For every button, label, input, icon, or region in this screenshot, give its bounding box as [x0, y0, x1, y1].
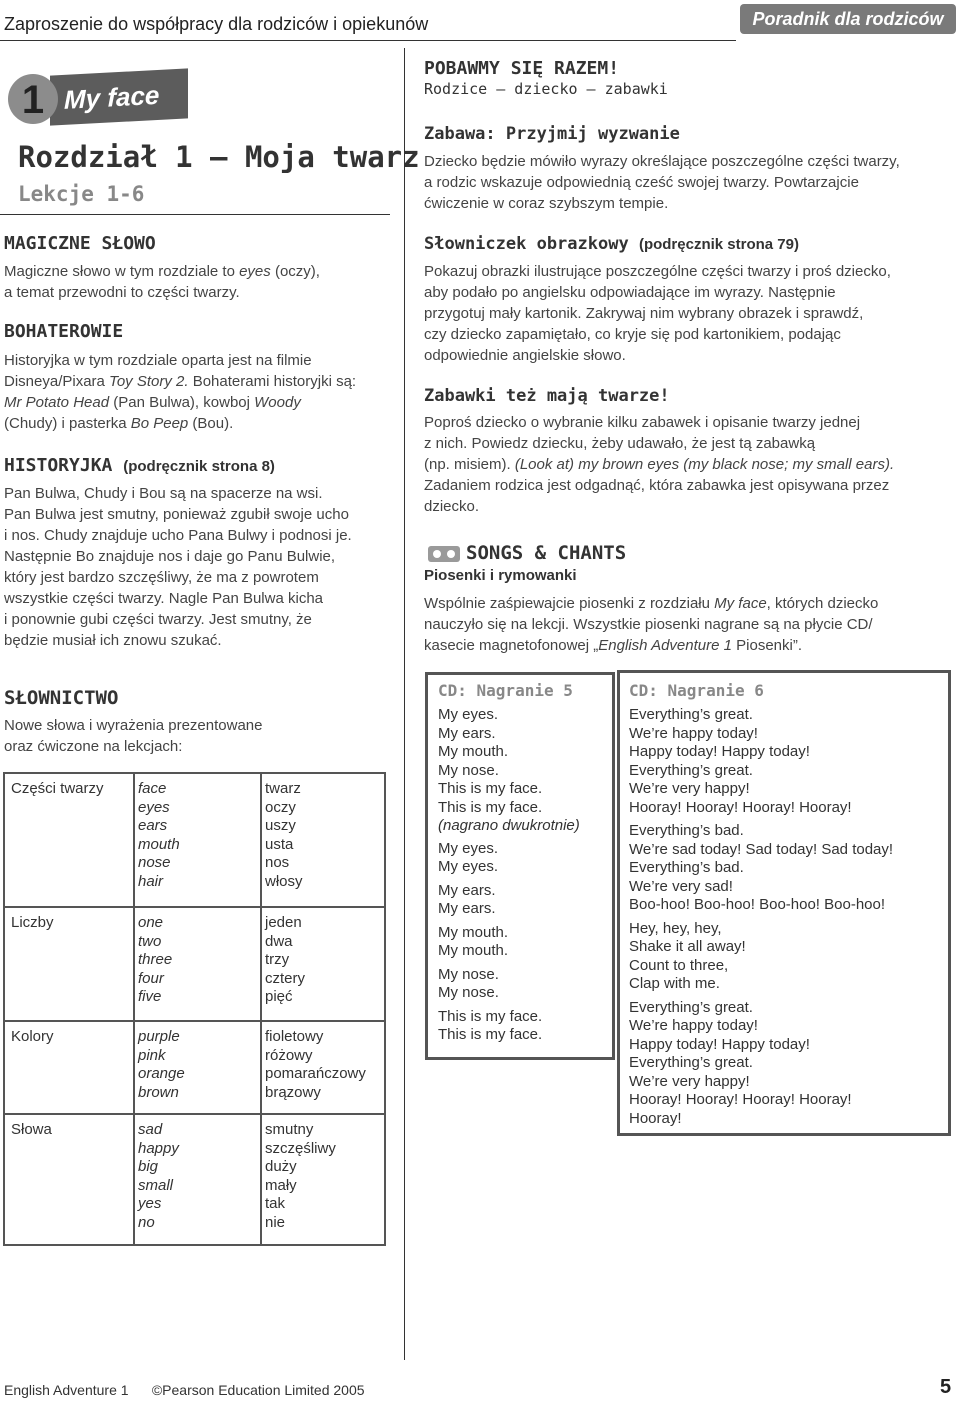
songs-heading: SONGS & CHANTS	[428, 542, 626, 564]
column-divider	[404, 48, 405, 1360]
heroes-heading: BOHATEROWIE	[4, 321, 124, 342]
chapter-title: Rozdział 1 – Moja twarz	[18, 140, 420, 174]
toys-heading: Zabawki też mają twarze!	[424, 386, 670, 406]
footer-text: English Adventure 1 ©Pearson Education Limited 2005	[4, 1382, 365, 1398]
vocab-english: one two three four five	[138, 914, 173, 1006]
vocab-intro: Nowe słowa i wyrażenia prezentowane oraz ćwiczone na lekcjach:	[4, 717, 263, 755]
cd-track-5-lyrics: My eyes. My ears. My mouth. My nose. This is my face. This is my face. (nagrano dwukrotnie) My eyes. My eyes. My ears. My ears. My mouth. My mouth. My nose. My nose. This is my face. This is my face.	[438, 706, 580, 1043]
vocab-english: face eyes ears mouth nose hair	[138, 780, 180, 890]
picture-dict-text: Pokazuj obrazki ilustrujące poszczególne części twarzy i proś dziecko, aby podało po angielsku odpowiadające im wyrazy. Następnie przygotuj mały kartonik. Zakrywaj nim wybrany obrazek i sprawdź, czy dziecko zapamiętało, co kryje się pod kartonikiem, podając odpowiednie angielskie słowo.	[424, 263, 891, 364]
vocab-row	[5, 774, 384, 908]
vocab-table	[3, 772, 386, 1246]
vocab-english: sad happy big small yes no	[138, 1121, 179, 1231]
vocab-row	[5, 1022, 384, 1115]
vocab-polish: jeden dwa trzy cztery pięć	[265, 914, 306, 1006]
title-rule	[0, 214, 390, 215]
page-header-title: Zaproszenie do współpracy dla rodziców i opiekunów	[4, 14, 429, 34]
cd-track-6-box	[617, 670, 951, 1136]
play-together-heading: POBAWMY SIĘ RAZEM!	[424, 58, 620, 79]
picture-dict-heading: Słowniczek obrazkowy (podręcznik strona 79)	[424, 234, 799, 254]
heroes-text: Historyjka w tym rozdziale oparta jest na filmie Disneya/Pixara Toy Story 2. Bohaterami historyjki są: Mr Potato Head (Pan Bulwa), kowboj Woody (Chudy) i pasterka Bo Peep (Bou).	[4, 352, 357, 432]
guide-badge: Poradnik dla rodziców	[740, 4, 956, 34]
chapter-subtitle: Lekcje 1-6	[18, 182, 145, 206]
cd-track-5-box	[425, 672, 615, 1060]
vocab-category: Słowa	[11, 1121, 52, 1138]
cd-track-6-lyrics: Everything’s great. We’re happy today! Happy today! Happy today! Everything’s great. We’re very happy! Hooray! Hooray! Hooray! Hooray! Everything’s bad. We’re sad today! Sad today! Sad today! Everything’s bad. We’re very sad! Boo-hoo! Boo-hoo! Boo-hoo! Boo-hoo! Hey, hey, hey, Shake it all away! Count to three, Clap with me. Everything’s great. We’re happy today! Happy today! Happy today! Everything’s great. We’re very happy! Hooray! Hooray! Hooray! Hooray! Hooray!	[629, 706, 894, 1127]
vocab-polish: smutny szczęśliwy duży mały tak nie	[265, 1121, 336, 1231]
play-together-subheading: Rodzice – dziecko – zabawki	[424, 80, 668, 98]
challenge-text: Dziecko będzie mówiło wyrazy określające poszczególne części twarzy, a rodzic wskazuje odpowiednią cześć swojej twarzy. Powtarzajcie ćwiczenie w coraz szybszym tempie.	[424, 153, 900, 212]
vocab-category: Liczby	[11, 914, 54, 931]
challenge-heading: Zabawa: Przyjmij wyzwanie	[424, 124, 680, 144]
story-text: Pan Bulwa, Chudy i Bou są na spacerze na wsi. Pan Bulwa jest smutny, ponieważ zgubił swoje ucho i nos. Chudy znajduje ucho Pana Bulwy i podnosi je. Następnie Bo znajduje nos i daje go Panu Bulwie, który jest bardzo szczęśliwy, że ma z powrotem wszystkie części twarzy. Nagle Pan Bulwa kicha i ponownie gubi części twarzy. Jest smutny, że będzie musiał ich znowu szukać.	[4, 485, 352, 649]
chapter-banner: My face	[50, 68, 188, 125]
vocab-category: Kolory	[11, 1028, 54, 1045]
vocab-category: Części twarzy	[11, 780, 104, 797]
chapter-number-badge: 1	[8, 74, 58, 124]
magic-word-text: Magiczne słowo w tym rozdziale to eyes (oczy), a temat przewodni to części twarzy.	[4, 263, 320, 301]
vocab-polish: fioletowy różowy pomarańczowy brązowy	[265, 1028, 366, 1101]
toys-text: Poproś dziecko o wybranie kilku zabawek i opisanie twarzy jednej z nich. Powiedz dziecku, żeby udawało, że jest tą zabawką (np. misiem). (Look at) my brown eyes (my black nose; my small ears). Zadaniem rodzica jest odgadnąć, która zabawka jest opisywana przez dziecko.	[424, 414, 895, 515]
magic-word-heading: MAGICZNE SŁOWO	[4, 233, 156, 254]
page-number: 5	[940, 1376, 952, 1398]
vocab-english: purple pink orange brown	[138, 1028, 185, 1101]
cd-track-5-title: CD: Nagranie 5	[438, 681, 573, 700]
songs-text: Wspólnie zaśpiewajcie piosenki z rozdziału My face, których dziecko nauczyło się na lekcji. Wszystkie piosenki nagrane są na płycie CD/ kasecie magnetofonowej „English Adventure 1 Piosenki”.	[424, 595, 879, 654]
cassette-icon	[428, 546, 460, 562]
cd-track-6-title: CD: Nagranie 6	[629, 681, 764, 700]
songs-subheading: Piosenki i rymowanki	[424, 567, 577, 584]
vocab-polish: twarz oczy uszy usta nos włosy	[265, 780, 303, 890]
header-rule	[0, 40, 736, 41]
story-heading: HISTORYJKA (podręcznik strona 8)	[4, 455, 275, 476]
vocab-row	[5, 1115, 384, 1244]
vocab-row	[5, 908, 384, 1022]
vocab-heading: SŁOWNICTWO	[4, 687, 119, 709]
